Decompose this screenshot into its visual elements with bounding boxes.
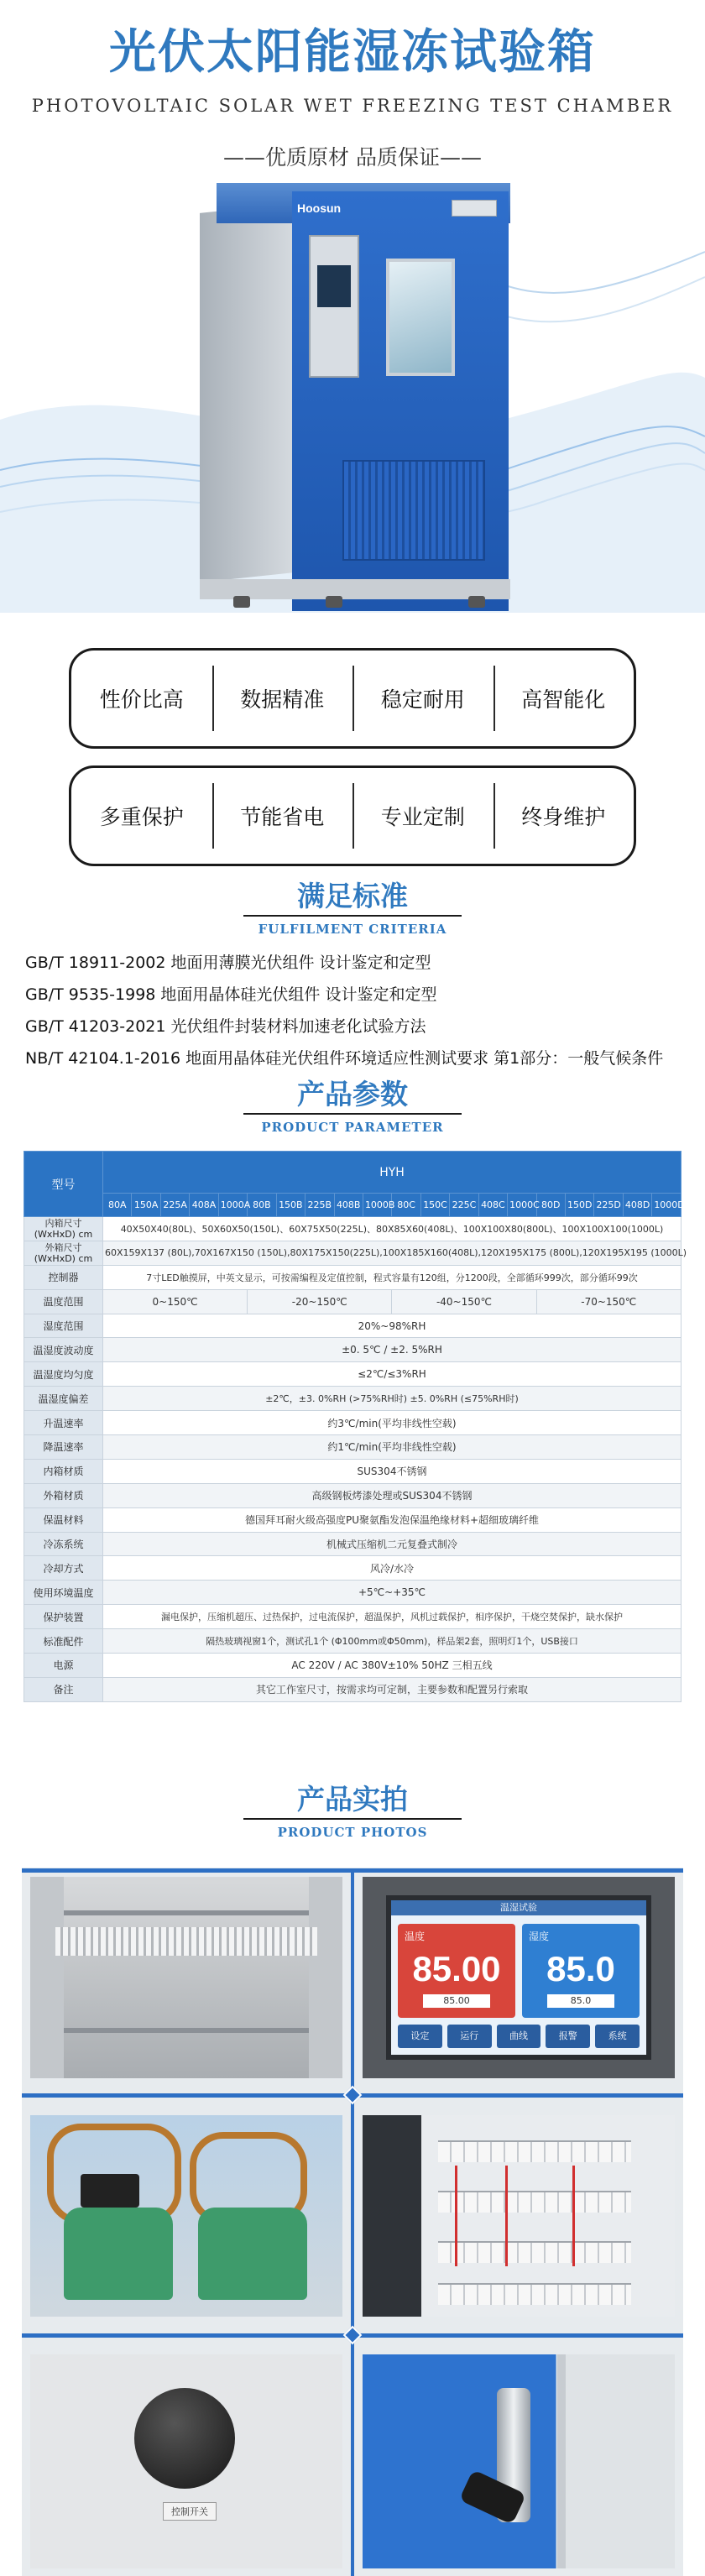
table-row (24, 1677, 682, 1701)
feature-item: 多重保护 (99, 805, 184, 829)
row-value: 20%~98%RH (103, 1314, 682, 1338)
standard-item: GB/T 9535-1998 地面用晶体硅光伏组件 设计鉴定和定型 (25, 985, 437, 1004)
model-cell: 150C (420, 1194, 449, 1217)
feature-item: 性价比高 (99, 687, 184, 712)
parameter-table (24, 1151, 687, 1702)
table-row (24, 1532, 682, 1556)
row-label: 内箱材质 (24, 1459, 103, 1483)
row-label: 湿度范围 (24, 1314, 103, 1338)
row-value: AC 220V / AC 380V±10% 50HZ 三相五线 (103, 1654, 682, 1678)
model-cell: 225C (450, 1194, 478, 1217)
row-label: 使用环境温度 (24, 1581, 103, 1605)
model-cell: 80B (248, 1194, 276, 1217)
row-label: 温湿度偏差 (24, 1387, 103, 1411)
divider (243, 915, 462, 917)
feature-item: 稳定耐用 (352, 651, 494, 746)
row-label: 温湿度均匀度 (24, 1362, 103, 1387)
hero-banner (0, 0, 705, 621)
photo-compressors (30, 2115, 342, 2317)
knob-tag: 控制开关 (163, 2502, 217, 2521)
divider (243, 1113, 462, 1115)
feature-item: 数据精准 (212, 651, 353, 746)
screen-button: 报警 (546, 2025, 590, 2048)
humi-label: 湿度 (529, 1931, 550, 1942)
row-value: 隔热玻璃视窗1个，测试孔1个 (Φ100mm或Φ50mm)，样品架2套，照明灯1个，USB接口 (103, 1629, 682, 1654)
row-value: -40~150℃ (392, 1289, 536, 1314)
row-value: 约1℃/min(平均非线性空载) (103, 1435, 682, 1460)
standards-title-en: FULFILMENT CRITERIA (258, 922, 447, 937)
table-row (24, 1629, 682, 1654)
row-label: 保护装置 (24, 1605, 103, 1629)
feature-item: 节能省电 (212, 768, 353, 864)
standard-item: GB/T 41203-2021 光伏组件封装材料加速老化试验方法 (25, 1017, 426, 1036)
table-row (24, 1338, 682, 1362)
photo-control-knob (30, 2354, 342, 2568)
table-row (24, 1265, 682, 1289)
row-value: -20~150℃ (248, 1289, 392, 1314)
table-row (24, 1507, 682, 1532)
row-label: 标准配件 (24, 1629, 103, 1654)
params-title: 产品参数 (297, 1078, 408, 1110)
table-row (24, 1387, 682, 1411)
row-value: 约3℃/min(平均非线性空载) (103, 1411, 682, 1435)
row-label: 升温速率 (24, 1411, 103, 1435)
row-label: 内箱尺寸(WxHxD) cm (24, 1217, 103, 1241)
row-value: +5℃~+35℃ (103, 1581, 682, 1605)
row-value: ±0. 5℃ / ±2. 5%RH (103, 1338, 682, 1362)
standards-title: 满足标准 (297, 880, 408, 912)
table-row (24, 1314, 682, 1338)
row-value: 高级钢板烤漆处理或SUS304不锈钢 (103, 1483, 682, 1507)
page-subtitle-en: PHOTOVOLTAIC SOLAR WET FREEZING TEST CHAMBER (31, 96, 674, 116)
standards-heading-en (0, 918, 705, 937)
knob-icon (134, 2388, 235, 2489)
row-value: 风冷/水冷 (103, 1556, 682, 1581)
row-label: 保温材料 (24, 1507, 103, 1532)
row-label: 外箱材质 (24, 1483, 103, 1507)
table-row (24, 1362, 682, 1387)
table-row (24, 1654, 682, 1678)
table-row (24, 1411, 682, 1435)
table-row (24, 1483, 682, 1507)
table-row (24, 1459, 682, 1483)
row-value: -70~150℃ (536, 1289, 681, 1314)
screen-header: 温湿试验 (391, 1900, 646, 1915)
photos-title-en: PRODUCT PHOTOS (277, 1825, 428, 1840)
screen-button: 系统 (595, 2025, 640, 2048)
row-value: 德国拜耳耐火级高强度PU聚氨酯发泡保温绝缘材料+超细玻璃纤维 (103, 1507, 682, 1532)
row-label: 控制器 (24, 1265, 103, 1289)
model-cell: 150B (276, 1194, 305, 1217)
feature-item: 终身维护 (494, 768, 634, 864)
model-list-row (24, 1194, 682, 1217)
model-cell: 150D (566, 1194, 594, 1217)
row-value: 其它工作室尺寸，按需求均可定制，主要参数和配置另行索取 (103, 1677, 682, 1701)
screen-button: 运行 (447, 2025, 492, 2048)
standards-list (25, 947, 697, 1074)
table-row (24, 1556, 682, 1581)
row-label: 冷冻系统 (24, 1532, 103, 1556)
params-heading (0, 1073, 705, 1112)
model-cell: 408B (334, 1194, 363, 1217)
photos-title: 产品实拍 (297, 1783, 408, 1816)
standard-item: NB/T 42104.1-2016 地面用晶体硅光伏组件环境适应性测试要求 第1部分：一般气候条件 (25, 1049, 664, 1068)
row-value: 0~150℃ (103, 1289, 248, 1314)
model-cell: 225D (594, 1194, 623, 1217)
row-label: 降温速率 (24, 1435, 103, 1460)
row-label: 外箱尺寸(WxHxD) cm (24, 1241, 103, 1265)
table-row (24, 1581, 682, 1605)
photo-divider (351, 1868, 354, 2576)
standards-heading (0, 875, 705, 914)
table-row (24, 1217, 682, 1241)
model-cell: 1000B (363, 1194, 391, 1217)
model-cell: 1000D (652, 1194, 682, 1217)
photo-door-latch (363, 2354, 675, 2568)
table-row (24, 1241, 682, 1265)
viewing-window (386, 259, 455, 376)
slogan: ——优质原材 品质保证—— (223, 145, 482, 170)
model-cell: 225A (160, 1194, 189, 1217)
row-value: ≤2℃/≤3%RH (103, 1362, 682, 1387)
row-label: 冷却方式 (24, 1556, 103, 1581)
screen-button: 设定 (398, 2025, 442, 2048)
row-label: 温湿度波动度 (24, 1338, 103, 1362)
model-cell: 1000A (218, 1194, 247, 1217)
photos-heading (0, 1778, 705, 1817)
screen-button: 曲线 (497, 2025, 541, 2048)
photos-heading-en (0, 1821, 705, 1840)
params-heading-en (0, 1116, 705, 1135)
series-name: HYH (103, 1152, 682, 1194)
feature-row-1 (69, 648, 636, 749)
model-cell: 408A (190, 1194, 218, 1217)
model-header: 型号 (24, 1152, 103, 1217)
humi-setpoint: 85.0 (547, 1994, 614, 2008)
row-value: ±2℃，±3. 0%RH (>75%RH时) ±5. 0%RH (≤75%RH时) (103, 1387, 682, 1411)
row-value: 7寸LED触摸屏，中英文显示，可按需编程及定值控制，程式容量有120组，分1200段，全部循环999次，部分循环99次 (103, 1265, 682, 1289)
model-cell: 150A (132, 1194, 160, 1217)
humi-value: 85.0 (546, 1949, 615, 1988)
row-label: 温度范围 (24, 1289, 103, 1314)
table-row (24, 1289, 682, 1314)
temp-label: 温度 (405, 1931, 426, 1942)
brand-logo: Hoosun (297, 201, 342, 215)
model-cell: 80D (536, 1194, 565, 1217)
model-cell: 80C (392, 1194, 420, 1217)
params-title-en: PRODUCT PARAMETER (261, 1120, 444, 1135)
row-label: 电源 (24, 1654, 103, 1678)
feature-item: 专业定制 (352, 768, 494, 864)
model-cell: 225B (306, 1194, 334, 1217)
model-cell: 1000C (508, 1194, 536, 1217)
row-value: 机械式压缩机二元复叠式制冷 (103, 1532, 682, 1556)
chamber-illustration (200, 183, 510, 607)
temp-setpoint: 85.00 (423, 1994, 490, 2008)
temp-value: 85.00 (412, 1949, 501, 1988)
photo-electrical-cabinet (363, 2115, 675, 2317)
photo-controller-screen (363, 1877, 675, 2078)
model-cell: 408C (478, 1194, 507, 1217)
feature-row-2 (69, 765, 636, 866)
row-value: 漏电保护，压缩机超压、过热保护，过电流保护，超温保护，风机过载保护，相序保护，干烧空焚保护，缺水保护 (103, 1605, 682, 1629)
vent-grille (342, 460, 485, 561)
row-value: 60X159X137 (80L),70X167X150 (150L),80X175X150(225L),100X185X160(408L),120X195X175 (800L),120X195X195 (1000L) (103, 1241, 682, 1265)
feature-item: 高智能化 (494, 651, 634, 746)
divider (243, 1818, 462, 1820)
table-row (24, 1605, 682, 1629)
row-value: SUS304不锈钢 (103, 1459, 682, 1483)
standard-item: GB/T 18911-2002 地面用薄膜光伏组件 设计鉴定和定型 (25, 954, 431, 972)
model-cell: 408D (623, 1194, 651, 1217)
model-cell: 80A (103, 1194, 132, 1217)
table-row (24, 1435, 682, 1460)
row-label: 备注 (24, 1677, 103, 1701)
page-title: 光伏太阳能湿冻试验箱 (109, 25, 596, 80)
photo-chamber-interior (30, 1877, 342, 2078)
table-header (24, 1152, 682, 1194)
row-value: 40X50X40(80L)、50X60X50(150L)、60X75X50(225L)、80X85X60(408L)、100X100X80(800L)、100X100X100(1000L) (103, 1217, 682, 1241)
